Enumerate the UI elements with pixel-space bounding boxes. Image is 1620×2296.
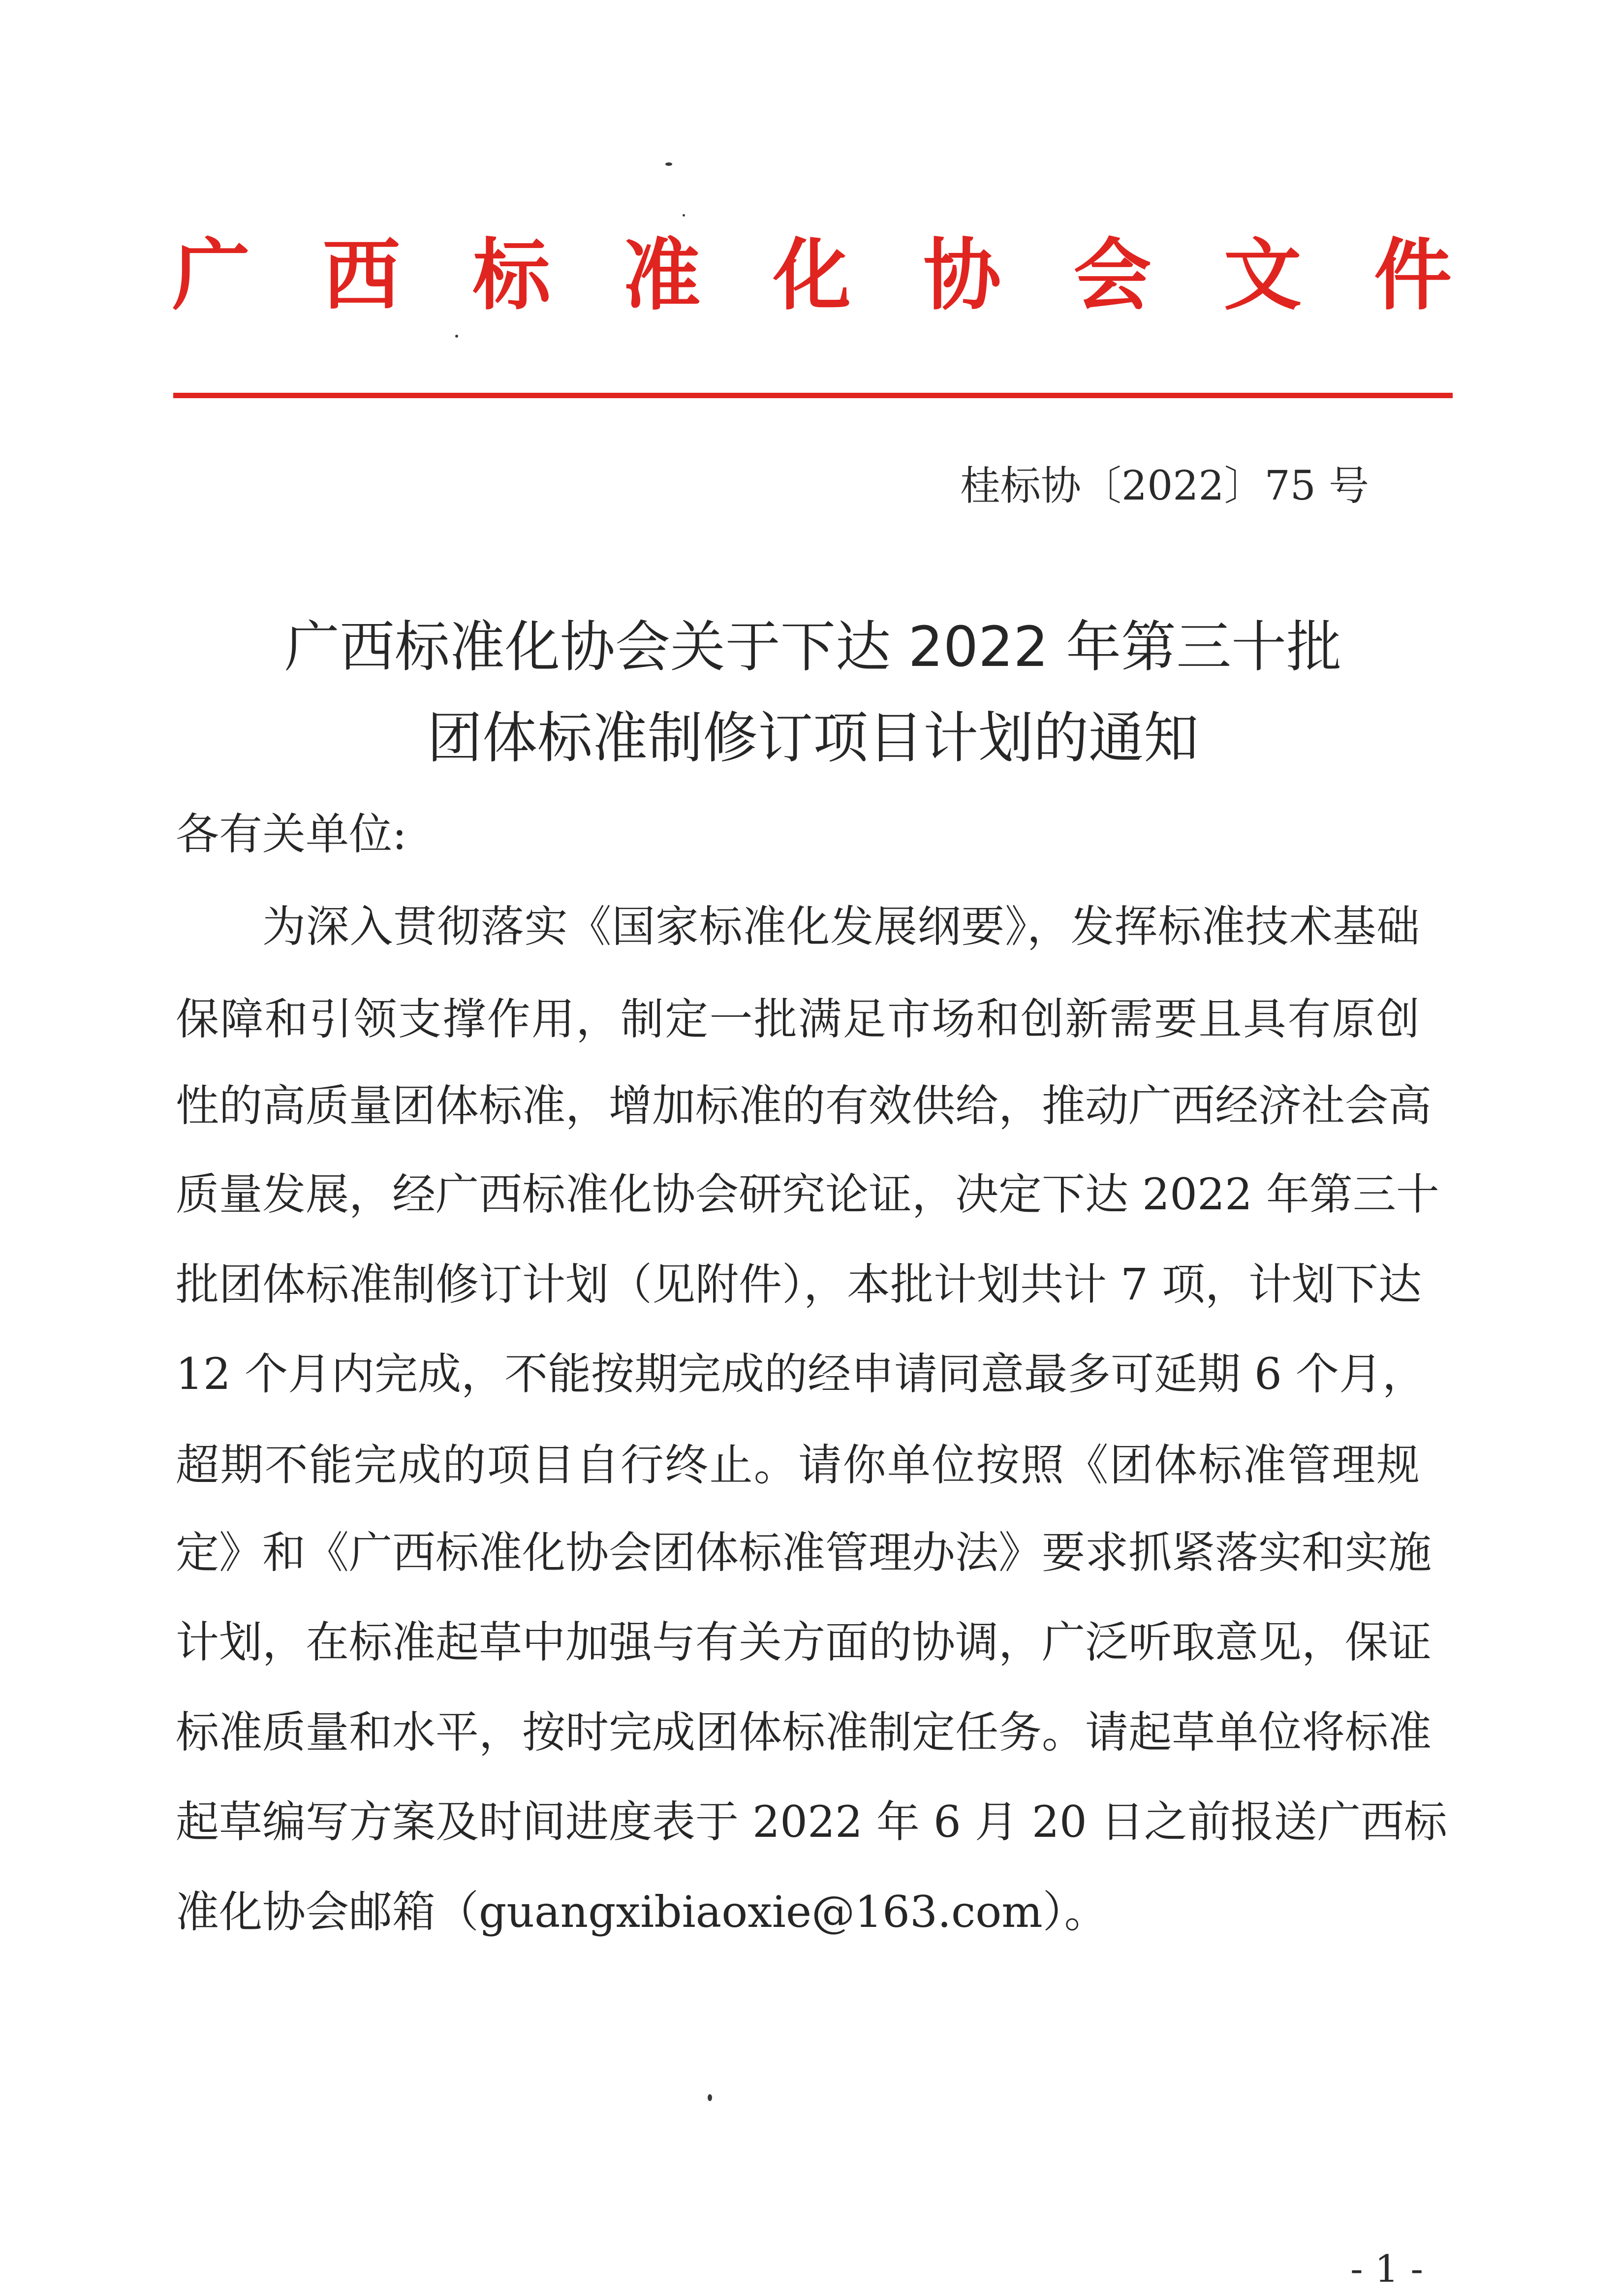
body-line: 标准质量和水平，按时完成团体标准制定任务。请起草单位将标准 <box>176 1707 1432 1758</box>
header-char: 标 <box>472 230 551 321</box>
scan-speck <box>665 162 672 166</box>
body-line: 12 个月内完成，不能按期完成的经申请同意最多可延期 6 个月， <box>176 1349 1426 1399</box>
header-char: 文 <box>1223 230 1302 321</box>
body-line: 保障和引领支撑作用，制定一批满足市场和创新需要且具有原创 <box>176 994 1420 1044</box>
header-char: 西 <box>322 230 401 321</box>
header-char: 广 <box>172 230 250 321</box>
body-line: 质量发展，经广西标准化协会研究论证，决定下达 2022 年第三十 <box>176 1169 1439 1220</box>
body-line: 性的高质量团体标准，增加标准的有效供给，推动广西经济社会高 <box>176 1080 1432 1131</box>
scan-speck <box>455 335 458 338</box>
header-red-rule <box>173 393 1453 398</box>
header-char: 件 <box>1374 230 1452 321</box>
document-title-line-2: 团体标准制修订项目计划的通知 <box>427 706 1199 770</box>
salutation: 各有关单位: <box>176 809 407 859</box>
scan-speck <box>683 214 685 217</box>
body-line: 计划，在标准起草中加强与有关方面的协调，广泛听取意见，保证 <box>176 1617 1432 1667</box>
body-line: 准化协会邮箱（guangxibiaoxie@163.com）。 <box>176 1887 1108 1937</box>
body-line: 定》和《广西标准化协会团体标准管理办法》要求抓紧落实和实施 <box>176 1527 1432 1578</box>
scan-speck <box>708 2094 712 2101</box>
header-char: 协 <box>923 230 1001 321</box>
body-line: 起草编写方案及时间进度表于 2022 年 6 月 20 日之前报送广西标 <box>176 1796 1447 1847</box>
document-header-org-title <box>172 224 1452 327</box>
body-line: 为深入贯彻落实《国家标准化发展纲要》，发挥标准技术基础 <box>262 901 1420 952</box>
header-char: 化 <box>773 230 851 321</box>
page-number: - 1 - <box>1350 2247 1423 2291</box>
document-title-line-1: 广西标准化协会关于下达 2022 年第三十批 <box>284 615 1342 679</box>
header-char: 会 <box>1073 230 1152 321</box>
document-number: 桂标协〔2022〕75 号 <box>960 463 1369 509</box>
body-line: 批团体标准制修订计划（见附件），本批计划共计 7 项，计划下达 <box>176 1259 1422 1310</box>
body-line: 超期不能完成的项目自行终止。请你单位按照《团体标准管理规 <box>176 1440 1420 1490</box>
header-char: 准 <box>623 230 701 321</box>
